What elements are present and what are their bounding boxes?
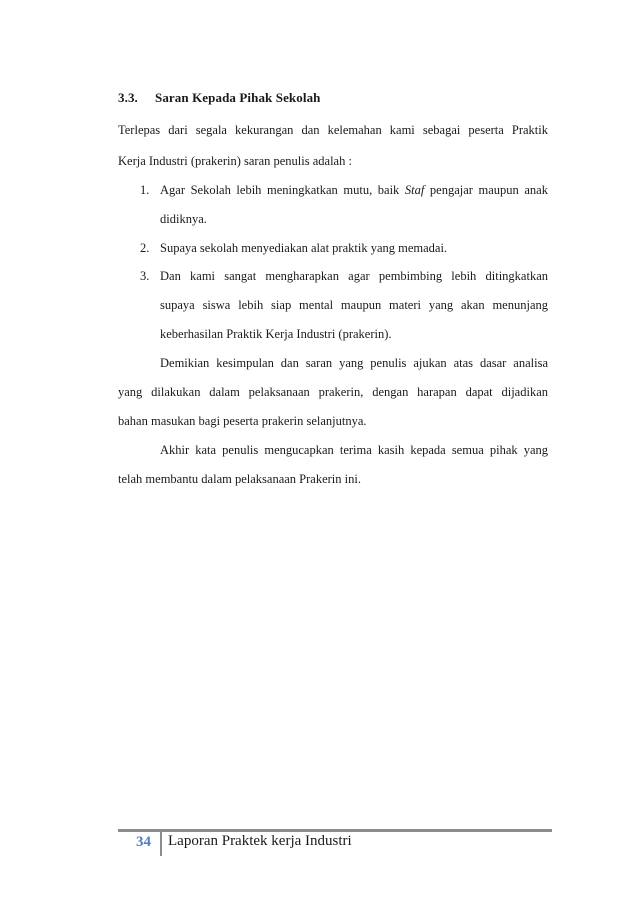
conclusion-line-3: bahan masukan bagi peserta prakerin selanjutnya. xyxy=(118,414,367,428)
closing-line-1: Akhir kata penulis mengucapkan terima kasih kepada semua pihak yang xyxy=(160,443,548,457)
list-number: 1. xyxy=(140,183,150,197)
list-item-1-line-1: Agar Sekolah lebih meningkatkan mutu, baik Staf pengajar maupun anak xyxy=(160,183,548,197)
footer-rule xyxy=(118,829,552,832)
conclusion-line-2: yang dilakukan dalam pelaksanaan prakerin, dengan harapan dapat dijadikan xyxy=(118,385,548,399)
list-number: 3. xyxy=(140,269,150,283)
list-item-1-line-2: didiknya. xyxy=(160,212,207,226)
list-number: 2. xyxy=(140,241,150,255)
list-item-3-line-2: supaya siswa lebih siap mental maupun materi yang akan menunjang xyxy=(160,298,548,312)
section-heading xyxy=(118,90,321,106)
list-item-3-line-3: keberhasilan Praktik Kerja Industri (prakerin). xyxy=(160,327,392,341)
intro-line-2: Kerja Industri (prakerin) saran penulis adalah : xyxy=(118,154,352,168)
list-item-3-line-1: Dan kami sangat mengharapkan agar pembimbing lebih ditingkatkan xyxy=(160,269,548,283)
closing-line-2: telah membantu dalam pelaksanaan Prakerin ini. xyxy=(118,472,361,486)
footer-title: Laporan Praktek kerja Industri xyxy=(168,833,352,849)
conclusion-line-1: Demikian kesimpulan dan saran yang penulis ajukan atas dasar analisa xyxy=(160,356,548,370)
italic-term: Staf xyxy=(404,183,425,197)
page-number: 34 xyxy=(136,834,151,850)
section-number: 3.3. xyxy=(118,90,138,105)
list-item-2-line-1: Supaya sekolah menyediakan alat praktik yang memadai. xyxy=(160,241,448,255)
section-title: Saran Kepada Pihak Sekolah xyxy=(155,90,321,105)
footer-separator xyxy=(160,832,162,856)
intro-line-1: Terlepas dari segala kekurangan dan kelemahan kami sebagai peserta Praktik xyxy=(118,123,548,137)
